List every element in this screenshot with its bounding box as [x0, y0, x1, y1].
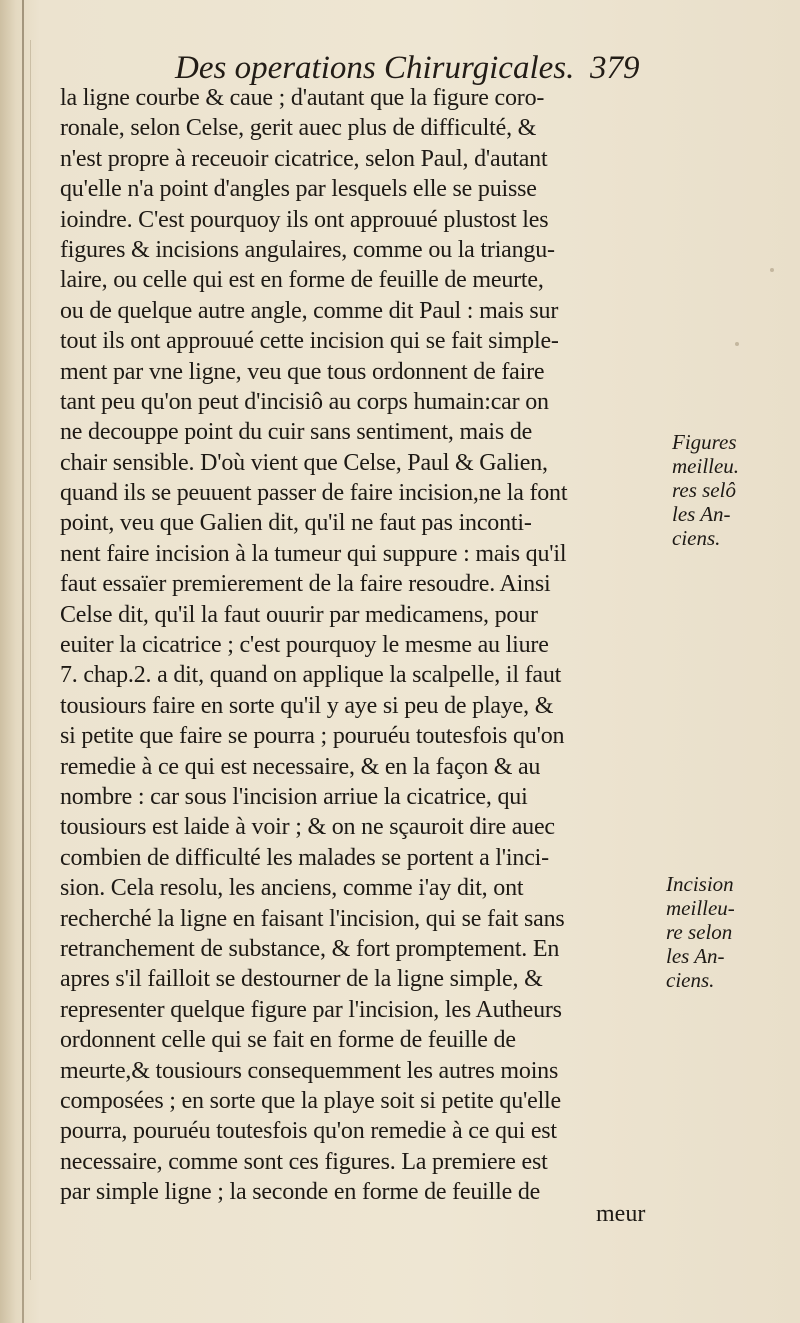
margin-note-incision: [666, 872, 735, 992]
margin-note-line: meilleu.: [672, 454, 740, 478]
text-line: nent faire incision à la tumeur qui suppure : mais qu'il: [60, 540, 567, 567]
text-line: chair sensible. D'où vient que Celse, Paul & Galien,: [60, 449, 548, 476]
text-line: ne decouppe point du cuir sans sentiment, mais de: [60, 419, 533, 446]
margin-note-line: Figures: [672, 430, 737, 454]
text-line: ment par vne ligne, veu que tous ordonnent de faire: [60, 358, 545, 385]
margin-note-line: res selô: [672, 478, 736, 502]
text-line: composées ; en sorte que la playe soit si petite qu'elle: [60, 1087, 561, 1114]
text-line: tant peu qu'on peut d'incisiô au corps humain:car on: [60, 388, 549, 415]
text-line: n'est propre à receuoir cicatrice, selon Paul, d'autant: [60, 145, 548, 172]
text-line: tout ils ont approuué cette incision qui se fait simple-: [60, 328, 559, 355]
text-line: figures & incisions angulaires, comme ou la triangu-: [60, 236, 555, 263]
page-number: 379: [590, 50, 640, 86]
text-line: point, veu que Galien dit, qu'il ne faut pas inconti-: [60, 510, 532, 537]
text-line: par simple ligne ; la seconde en forme de feuille de: [60, 1179, 541, 1206]
text-line: ordonnent celle qui se fait en forme de feuille de: [60, 1027, 516, 1054]
text-line: ou de quelque autre angle, comme dit Paul : mais sur: [60, 297, 559, 324]
text-line: tousiours faire en sorte qu'il y aye si peu de playe, &: [60, 692, 554, 719]
margin-note-line: ciens.: [672, 526, 721, 550]
margin-note-line: re selon: [666, 920, 733, 944]
text-line: combien de difficulté les malades se portent a l'inci-: [60, 844, 549, 871]
text-line: qu'elle n'a point d'angles par lesquels elle se puisse: [60, 176, 537, 203]
text-line: sion. Cela resolu, les anciens, comme i'ay dit, ont: [60, 875, 524, 902]
margin-note-line: Incision: [666, 872, 734, 896]
text-line: Celse dit, qu'il la faut ouurir par medicamens, pour: [60, 601, 538, 628]
text-line: nombre : car sous l'incision arriue la cicatrice, qui: [60, 783, 528, 810]
text-line: necessaire, comme sont ces figures. La premiere est: [60, 1148, 548, 1175]
text-line: remedie à ce qui est necessaire, & en la façon & au: [60, 753, 541, 780]
text-line: faut essaïer premierement de la faire resoudre. Ainsi: [60, 571, 551, 598]
text-line: tousiours est laide à voir ; & on ne sçauroit dire auec: [60, 814, 555, 841]
text-line: ronale, selon Celse, gerit auec plus de difficulté, &: [60, 115, 537, 142]
text-line: retranchement de substance, & fort promptement. En: [60, 935, 560, 962]
text-line: meurte,& tousiours consequemment les autres moins: [60, 1057, 559, 1084]
text-line: representer quelque figure par l'incision, les Autheurs: [60, 996, 562, 1023]
catchword: meur: [596, 1201, 646, 1227]
paper-speck: [770, 268, 774, 272]
body-text: [60, 83, 660, 1207]
running-title: Des operations Chirurgicales.: [175, 50, 575, 86]
text-line: recherché la ligne en faisant l'incision, qui se fait sans: [60, 905, 565, 932]
text-line: quand ils se peuuent passer de faire incision,ne la font: [60, 480, 568, 507]
gutter-shadow: [22, 0, 24, 1323]
text-line: ioindre. C'est pourquoy ils ont approuué plustost les: [60, 206, 549, 233]
text-line: si petite que faire se pourra ; pouruéu toutesfois qu'on: [60, 723, 565, 750]
text-line: euiter la cicatrice ; c'est pourquoy le mesme au liure: [60, 632, 549, 659]
margin-note-line: les An-: [672, 502, 731, 526]
gutter-fold: [30, 40, 31, 1280]
margin-note-line: meilleu-: [666, 896, 735, 920]
text-line: pourra, pouruéu toutesfois qu'on remedie à ce qui est: [60, 1118, 557, 1145]
paper-speck: [735, 342, 739, 346]
margin-note-line: ciens.: [666, 968, 715, 992]
text-line: apres s'il failloit se destourner de la ligne simple, &: [60, 966, 543, 993]
text-line: laire, ou celle qui est en forme de feuille de meurte,: [60, 267, 544, 294]
text-line: la ligne courbe & caue ; d'autant que la figure coro-: [60, 85, 545, 111]
margin-note-figures: [672, 430, 739, 550]
text-line: 7. chap.2. a dit, quand on applique la scalpelle, il faut: [60, 662, 562, 689]
margin-note-line: les An-: [666, 944, 725, 968]
